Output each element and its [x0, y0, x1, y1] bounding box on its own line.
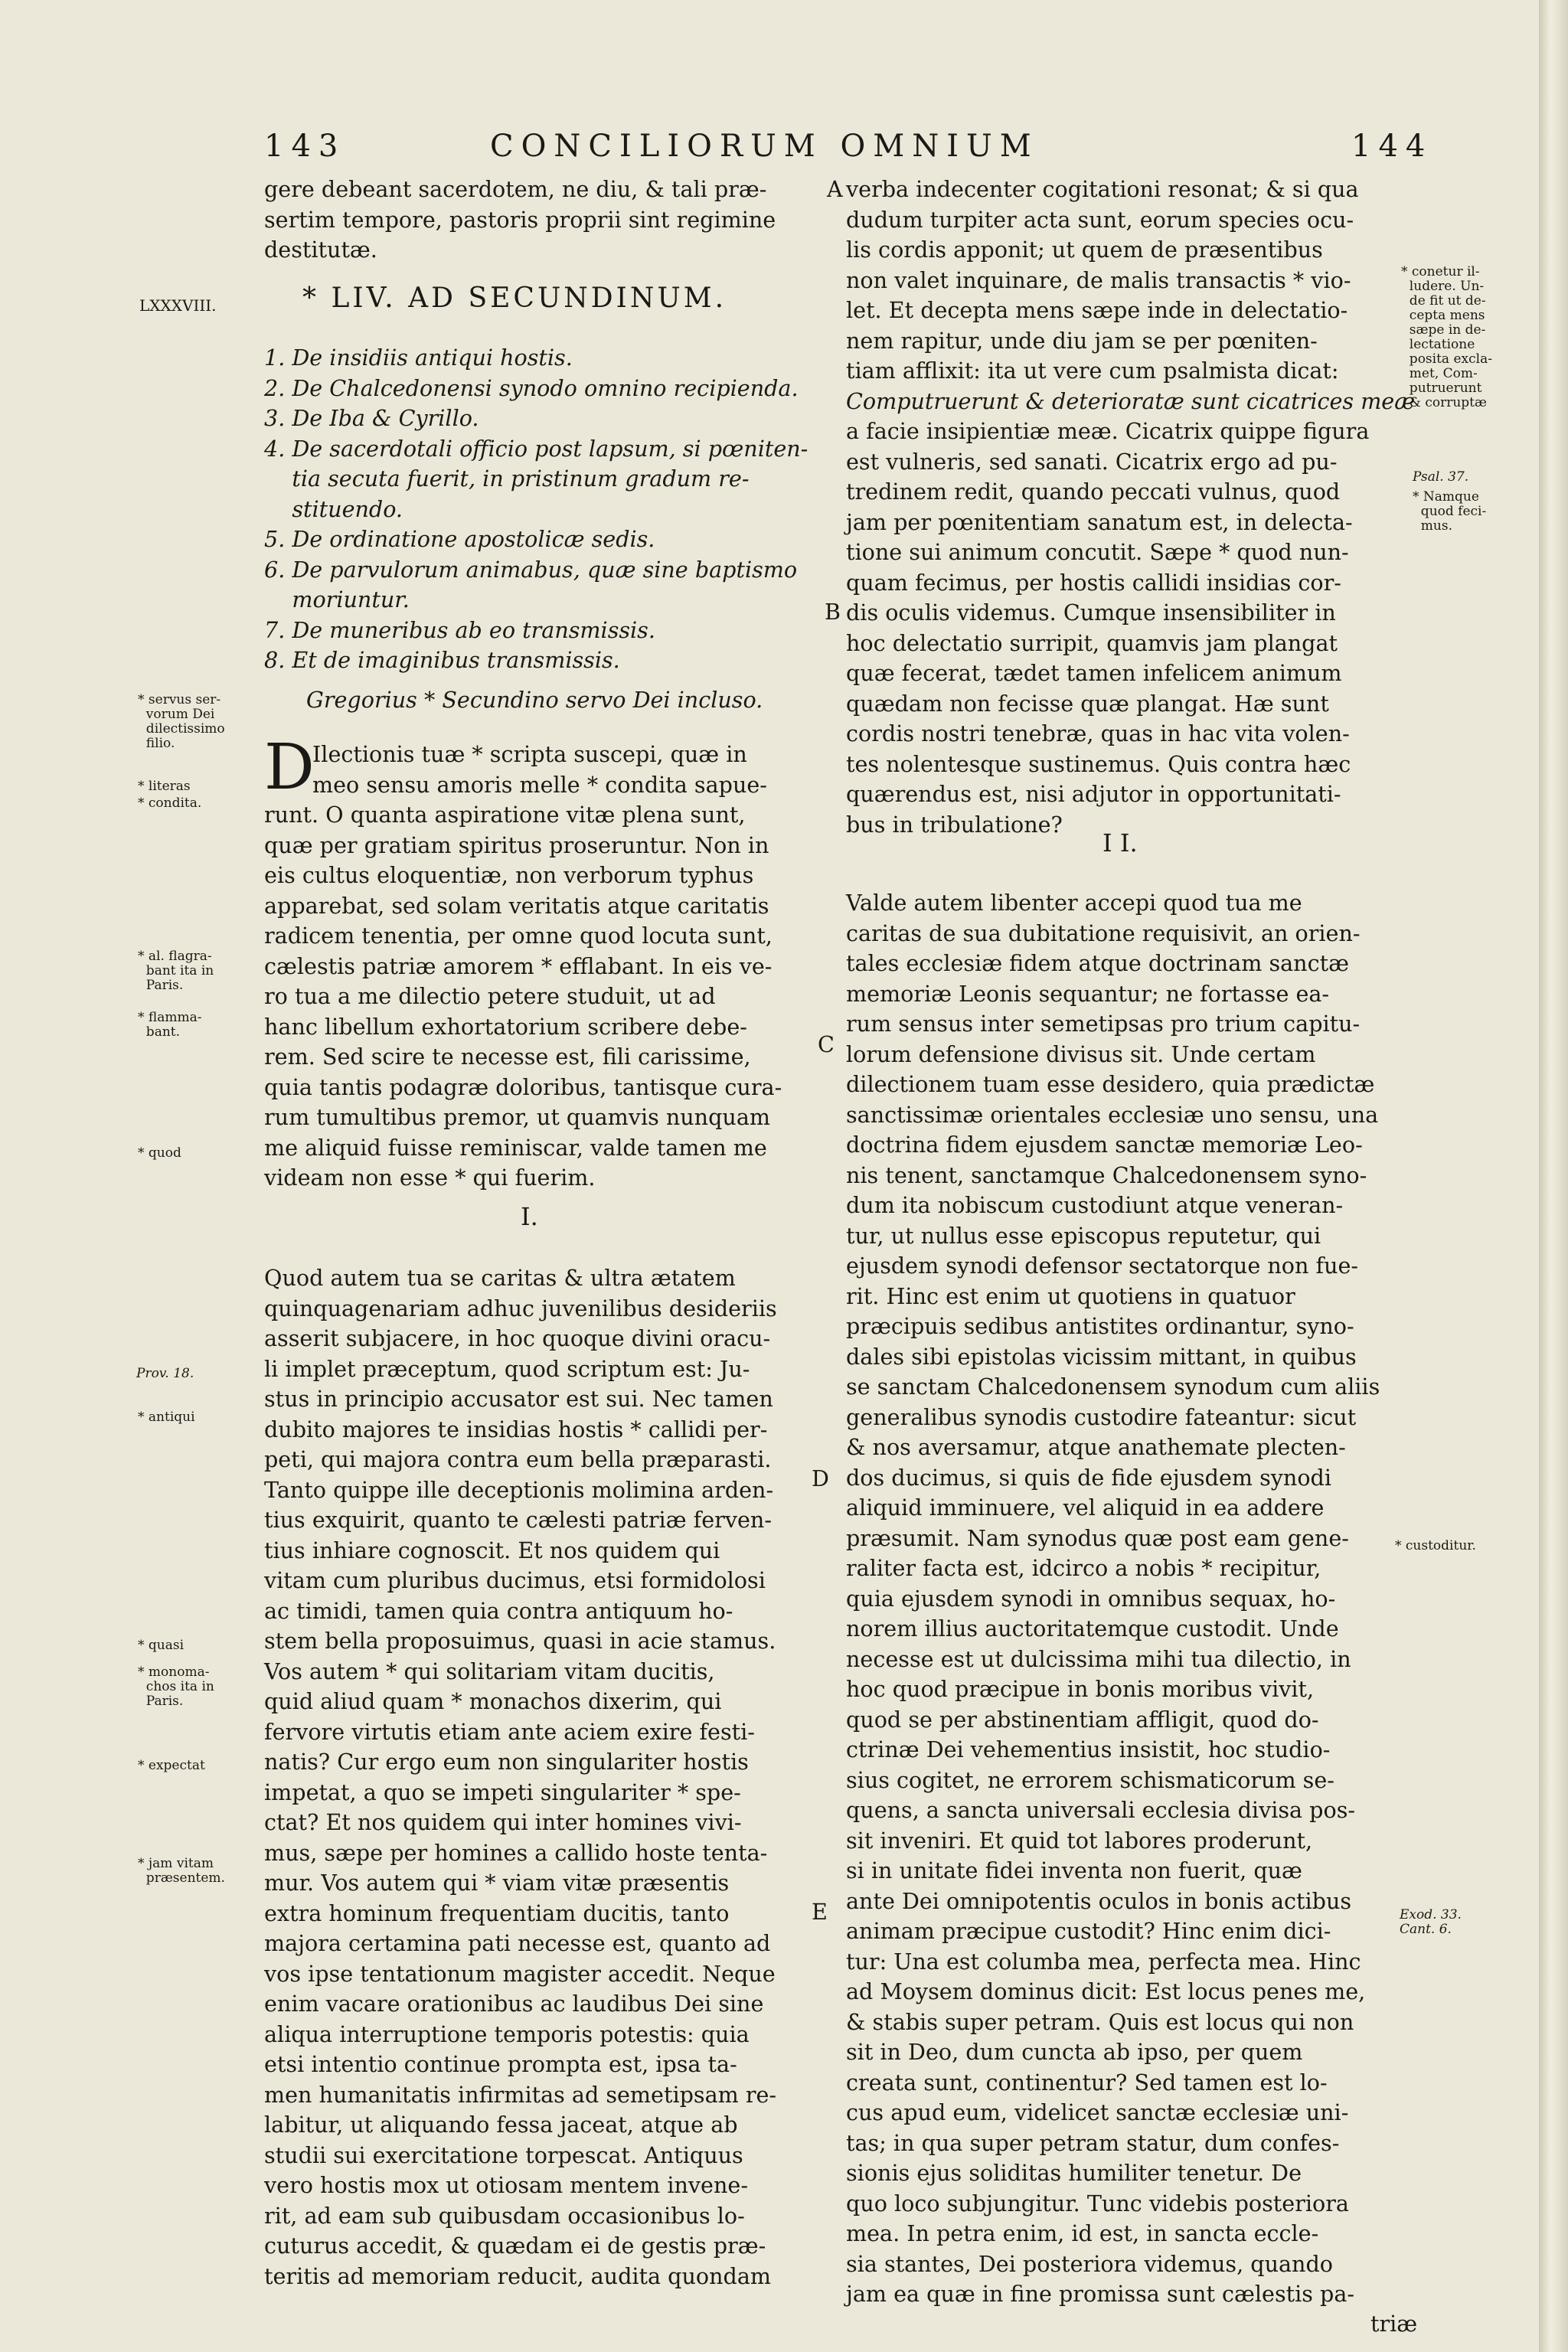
toc-item: 4. De sacerdotali officio post lapsum, si pœniten- [264, 435, 808, 462]
text-line: ejusdem synodi defensor sectatorque non fue- [846, 1253, 1359, 1279]
text-line: vitam cum pluribus ducimus, etsi formidolosi [264, 1567, 766, 1593]
text-line: tales ecclesiæ fidem atque doctrinam sanctæ [846, 950, 1349, 976]
text-line: cælestis patriæ amorem * efflabant. In eis ve- [264, 952, 773, 979]
text-line: meo sensu amoris melle * condita sapue- [312, 771, 767, 798]
text-line: generalibus synodis custodire fateantur: sicut [846, 1403, 1357, 1430]
margin-note: * flamma- bant. [138, 1010, 202, 1040]
text-line: enim vacare orationibus ac laudibus Dei sine [264, 1991, 764, 2017]
text-line: quod se per abstinentiam affligit, quod do- [846, 1706, 1319, 1733]
text-line: ctrinæ Dei vehementius insistit, hoc studio- [846, 1736, 1331, 1762]
section-letter: B [825, 599, 841, 625]
text-line: quinquagenariam adhuc juvenilibus desideriis [264, 1295, 777, 1321]
text-line: animam præcipue custodit? Hinc enim dici- [846, 1918, 1331, 1944]
section-letter: E [812, 1899, 828, 1925]
section-heading: I. [521, 1202, 538, 1231]
text-line: dales sibi epistolas vicissim mittant, in quibus [846, 1343, 1357, 1370]
left-column [264, 175, 815, 266]
text-line: verba indecenter cogitationi resonat; & si qua [846, 176, 1359, 202]
text-line: quia ejusdem synodi in omnibus sequax, ho- [846, 1585, 1336, 1612]
text-line: majora certamina pati necesse est, quanto ad [264, 1930, 771, 1956]
section2-paragraph [846, 888, 1413, 2310]
toc-item: 7. De muneribus ab eo transmissis. [264, 616, 655, 643]
section-heading: I I. [1102, 828, 1138, 858]
text-line: ro tua a me dilectio petere studuit, ut ad [264, 983, 716, 1009]
text-line: eis cultus eloquentiæ, non verborum typhus [264, 862, 754, 888]
text-line: quo loco subjungitur. Tunc videbis posteriora [846, 2190, 1349, 2216]
text-line: quæ fecerat, tædet tamen infelicem animum [846, 660, 1342, 686]
toc-item: 3. De Iba & Cyrillo. [264, 405, 479, 431]
text-line: tes nolentesque sustinemus. Quis contra hæc [846, 750, 1351, 777]
text-line: Valde autem libenter accepi quod tua me [846, 890, 1302, 916]
text-line: sionis ejus soliditas humiliter tenetur. De [846, 2160, 1302, 2186]
text-line: mur. Vos autem qui * viam vitæ præsentis [264, 1870, 730, 1896]
text-line: rem. Sed scire te necesse est, fili carissime, [264, 1044, 751, 1070]
text-line: Ilectionis tuæ * scripta suscepi, quæ in [312, 741, 747, 767]
text-line: Tanto quippe ille deceptionis molimina arden- [264, 1476, 774, 1503]
text-line: ctat? Et nos quidem qui inter homines vivi- [264, 1809, 742, 1835]
text-line: caritas de sua dubitatione requisivit, an orien- [846, 920, 1361, 946]
toc-item: 2. De Chalcedonensi synodo omnino recipienda. [264, 374, 799, 401]
toc-item: 8. Et de imaginibus transmissis. [264, 647, 620, 673]
margin-note: Exod. 33. Cant. 6. [1400, 1907, 1462, 1937]
text-line: creata sunt, continentur? Sed tamen est lo- [846, 2069, 1328, 2096]
text-line: aliquid imminuere, vel aliquid in ea addere [846, 1494, 1325, 1521]
text-line: raliter facta est, idcirco a nobis * recipitur, [846, 1555, 1321, 1581]
text-line: me aliquid fuisse reminiscar, valde tamen me [264, 1134, 767, 1161]
text-line: præsumit. Nam synodus quæ post eam gene- [846, 1524, 1349, 1551]
text-line: sanctissimæ orientales ecclesiæ uno sensu, una [846, 1101, 1379, 1128]
toc-item: stituendo. [264, 495, 403, 522]
text-line: dilectionem tuam esse desidero, quia prædictæ [846, 1071, 1375, 1097]
text-line: Quod autem tua se caritas & ultra ætatem [264, 1265, 736, 1291]
text-line: fervore virtutis etiam ante aciem exire festi- [264, 1718, 755, 1745]
text-line: tione sui animum concutit. Sæpe * quod nun- [846, 539, 1349, 565]
text-line: rum tumultibus premor, ut quamvis nunquam [264, 1104, 770, 1130]
margin-note: * Namque quod feci- mus. [1413, 489, 1487, 534]
text-line: ad Moysem dominus dicit: Est locus penes me, [846, 1978, 1366, 2004]
margin-note: Psal. 37. [1413, 469, 1469, 485]
text-line: gere debeant sacerdotem, ne diu, & tali præ- [264, 176, 767, 202]
text-line: Vos autem * qui solitariam vitam ducitis, [264, 1658, 715, 1684]
toc-item: 1. De insidiis antiqui hostis. [264, 345, 573, 371]
page-number-left: 143 [264, 129, 346, 164]
margin-note: * al. flagra- bant ita in Paris. [138, 949, 214, 993]
text-line: dubito majores te insidias hostis * callidi per- [264, 1416, 768, 1442]
page-number-right: 144 [1351, 129, 1433, 164]
running-title: CONCILIORUM OMNIUM [490, 129, 1039, 164]
text-line: tiam afflixit: ita ut vere cum psalmista dicat: [846, 358, 1339, 384]
text-line: li implet præceptum, quod scriptum est: Ju- [264, 1355, 750, 1382]
text-line: sius cogitet, ne errorem schismaticorum se- [846, 1766, 1334, 1793]
text-line: mus, sæpe per homines a callido hoste tenta- [264, 1839, 768, 1866]
text-line: non valet inquinare, de malis transactis * vio- [846, 266, 1351, 293]
text-line: quid aliud quam * monachos dixerim, qui [264, 1688, 722, 1714]
table-of-contents [264, 343, 815, 676]
text-line: cus apud eum, videlicet sanctæ ecclesiæ uni- [846, 2099, 1349, 2125]
text-line: mea. In petra enim, id est, in sancta eccle- [846, 2220, 1319, 2246]
text-line: radicem tenentia, per omne quod locuta sunt, [264, 923, 773, 949]
toc-item: tia secuta fuerit, in pristinum gradum re- [264, 466, 750, 492]
margin-note: * quod [138, 1145, 181, 1161]
text-line: norem illius auctoritatemque custodit. Unde [846, 1615, 1339, 1642]
text-line: doctrina fidem ejusdem sanctæ memoriæ Leo- [846, 1132, 1363, 1158]
text-line: a facie insipientiæ meæ. Cicatrix quippe figura [846, 418, 1370, 444]
text-line: nem rapitur, unde diu jam se per pœniten- [846, 327, 1318, 354]
text-line: tur: Una est columba mea, perfecta mea. Hinc [846, 1948, 1361, 1975]
text-line: aliqua interruptione temporis potestis: quia [264, 2020, 750, 2047]
text-line: stus in principio accusator est sui. Nec tamen [264, 1386, 773, 1412]
text-line: hoc quod præcipue in bonis moribus vivit, [846, 1676, 1315, 1702]
toc-item: 6. De parvulorum animabus, quæ sine baptismo [264, 556, 798, 583]
text-line: lis cordis apponit; ut quem de præsentibus [846, 237, 1323, 263]
text-line: tur, ut nullus esse episcopus reputetur, qui [846, 1222, 1321, 1249]
margin-note: * jam vitam præsentem. [138, 1856, 225, 1886]
text-line: jam ea quæ in fine promissa sunt cælestis pa- [846, 2281, 1355, 2307]
text-line: labitur, ut aliquando fessa jaceat, atque ab [264, 2112, 738, 2138]
section1-paragraph [264, 1263, 815, 2292]
text-line: quædam non fecisse quæ plangat. Hæ sunt [846, 690, 1329, 717]
text-line: hoc delectatio surripit, quamvis jam plangat [846, 629, 1338, 656]
margin-note: * quasi [138, 1638, 185, 1653]
text-line: sit in Deo, dum cuncta ab ipso, per quem [846, 2039, 1303, 2065]
text-line: impetat, a quo se impeti singulariter * spe- [264, 1779, 741, 1805]
margin-note: * monoma- chos ita in Paris. [138, 1664, 214, 1709]
text-line: lorum defensione divisus sit. Unde certam [846, 1040, 1316, 1067]
text-line: cuturus accedit, & quædam ei de gestis præ- [264, 2233, 766, 2259]
margin-note: * literas [138, 779, 191, 794]
margin-note: * antiqui [138, 1410, 195, 1425]
salutation: Gregorius * Secundino servo Dei incluso. [306, 687, 763, 713]
text-line: jam per pœnitentiam sanatum est, in delecta- [846, 508, 1353, 535]
text-line: præcipuis sedibus antistites ordinantur, syno- [846, 1313, 1354, 1339]
text-line: stem bella proposuimus, quasi in acie stamus. [264, 1628, 776, 1654]
right-column-top [846, 175, 1416, 840]
text-line: let. Et decepta mens sæpe inde in delectatio- [846, 297, 1348, 323]
text-line: apparebat, sed solam veritatis atque caritatis [264, 892, 769, 919]
epistle-number: LXXXVIII. [139, 296, 217, 315]
text-line: memoriæ Leonis sequantur; ne fortasse ea- [846, 980, 1330, 1007]
text-line: natis? Cur ergo eum non singulariter hostis [264, 1749, 749, 1775]
text-line: rit. Hinc est enim ut quotiens in quatuor [846, 1282, 1295, 1309]
section-letter: D [812, 1465, 829, 1491]
text-line: dudum turpiter acta sunt, eorum species ocu- [846, 206, 1354, 233]
margin-note: * servus ser- vorum Dei dilectissimo filio. [138, 692, 225, 751]
text-line: videam non esse * qui fuerim. [264, 1165, 596, 1191]
text-line: cordis nostri tenebræ, quas in hac vita volen- [846, 720, 1350, 746]
text-line: se sanctam Chalcedonensem synodum cum aliis [846, 1374, 1380, 1400]
text-line: teritis ad memoriam reducit, audita quondam [264, 2262, 771, 2289]
text-line: & stabis super petram. Quis est locus qui non [846, 2008, 1354, 2035]
text-line: sit inveniri. Et quid tot labores proderunt, [846, 1827, 1313, 1854]
text-line: tredinem redit, quando peccati vulnus, quod [846, 479, 1341, 505]
text-line: quæ per gratiam spiritus proseruntur. Non in [264, 831, 769, 858]
drop-cap: D [264, 731, 315, 804]
section-letter: C [818, 1031, 835, 1057]
toc-item: 5. De ordinatione apostolicæ sedis. [264, 526, 655, 552]
text-line: ac timidi, tamen quia contra antiquum ho- [264, 1597, 733, 1624]
text-line: quia tantis podagræ doloribus, tantisque cura- [264, 1073, 782, 1100]
text-line: si in unitate fidei inventa non fuerit, quæ [846, 1857, 1302, 1883]
text-line: sertim tempore, pastoris proprii sint regimine [264, 206, 776, 233]
text-line: quærendus est, nisi adjutor in opportunitati- [846, 781, 1341, 807]
text-line: hanc libellum exhortatorium scribere debe- [264, 1013, 747, 1040]
text-line: runt. O quanta aspiratione vitæ plena sunt, [264, 802, 746, 828]
text-line: ante Dei omnipotentis oculos in bonis actibus [846, 1887, 1352, 1914]
text-line: Computruerunt & deterioratæ sunt cicatrices meæ [846, 387, 1416, 414]
text-line: dos ducimus, si quis de fide ejusdem synodi [846, 1464, 1331, 1491]
text-line: destitutæ. [264, 237, 377, 263]
intro-paragraph [264, 800, 815, 1194]
text-line: vos ipse tentationum magister accedit. Neque [264, 1960, 776, 1987]
text-line: dis oculis videmus. Cumque insensibiliter in [846, 599, 1336, 626]
epistle-title: * LIV. AD SECUNDINUM. [302, 283, 727, 314]
text-line: extra hominum frequentiam ducitis, tanto [264, 1900, 730, 1926]
text-line: nis tenent, sanctamque Chalcedonensem syno- [846, 1161, 1367, 1188]
text-line: quam fecimus, per hostis callidi insidias cor- [846, 569, 1341, 596]
text-line: men humanitatis infirmitas ad semetipsam re- [264, 2081, 777, 2108]
text-line: rit, ad eam sub quibusdam occasionibus lo- [264, 2202, 745, 2229]
text-line: bus in tribulatione? [846, 811, 1063, 838]
text-line: necesse est ut dulcissima mihi tua dilectio, in [846, 1645, 1351, 1672]
text-line: rum sensus inter semetipsas pro trium capitu- [846, 1011, 1361, 1037]
text-line: asserit subjacere, in hoc quoque divini oracu- [264, 1325, 771, 1351]
intro-first-lines [312, 740, 767, 800]
margin-note: Prov. 18. [136, 1366, 194, 1381]
text-line: dum ita nobiscum custodiunt atque veneran- [846, 1192, 1344, 1218]
text-line: quens, a sancta universali ecclesia divisa pos- [846, 1797, 1356, 1823]
margin-note: * condita. [138, 795, 202, 811]
margin-note: * conetur il- ludere. Un- de fit ut de- cepta mens sæpe in de- lectatione posita excla- met, Com- putruerunt & corruptæ [1401, 264, 1492, 410]
text-line: studii sui exercitatione torpescat. Antiquus [264, 2141, 743, 2168]
catchword: triæ [1370, 2311, 1418, 2337]
text-line: etsi intentio continue prompta est, ipsa ta- [264, 2051, 737, 2077]
text-line: tius exquirit, quanto te cælesti patriæ ferven- [264, 1507, 772, 1533]
text-line: tas; in qua super petram statur, dum confes- [846, 2129, 1340, 2156]
margin-note: * expectat [138, 1758, 205, 1773]
adjacent-page-edge [1539, 0, 1568, 2352]
text-line: peti, qui majora contra eum bella præparasti. [264, 1446, 772, 1472]
text-line: & nos aversamur, atque anathemate plecten- [846, 1434, 1346, 1460]
text-line: vero hostis mox ut otiosam mentem invene- [264, 2172, 748, 2198]
text-line: sia stantes, Dei posteriora videmus, quando [846, 2250, 1333, 2277]
section-letter: A [827, 176, 843, 202]
margin-note: * custoditur. [1395, 1538, 1476, 1553]
text-line: est vulneris, sed sanati. Cicatrix ergo ad pu- [846, 448, 1338, 475]
toc-item: moriuntur. [264, 586, 410, 612]
text-line: tius inhiare cognoscit. Et nos quidem qui [264, 1537, 720, 1563]
